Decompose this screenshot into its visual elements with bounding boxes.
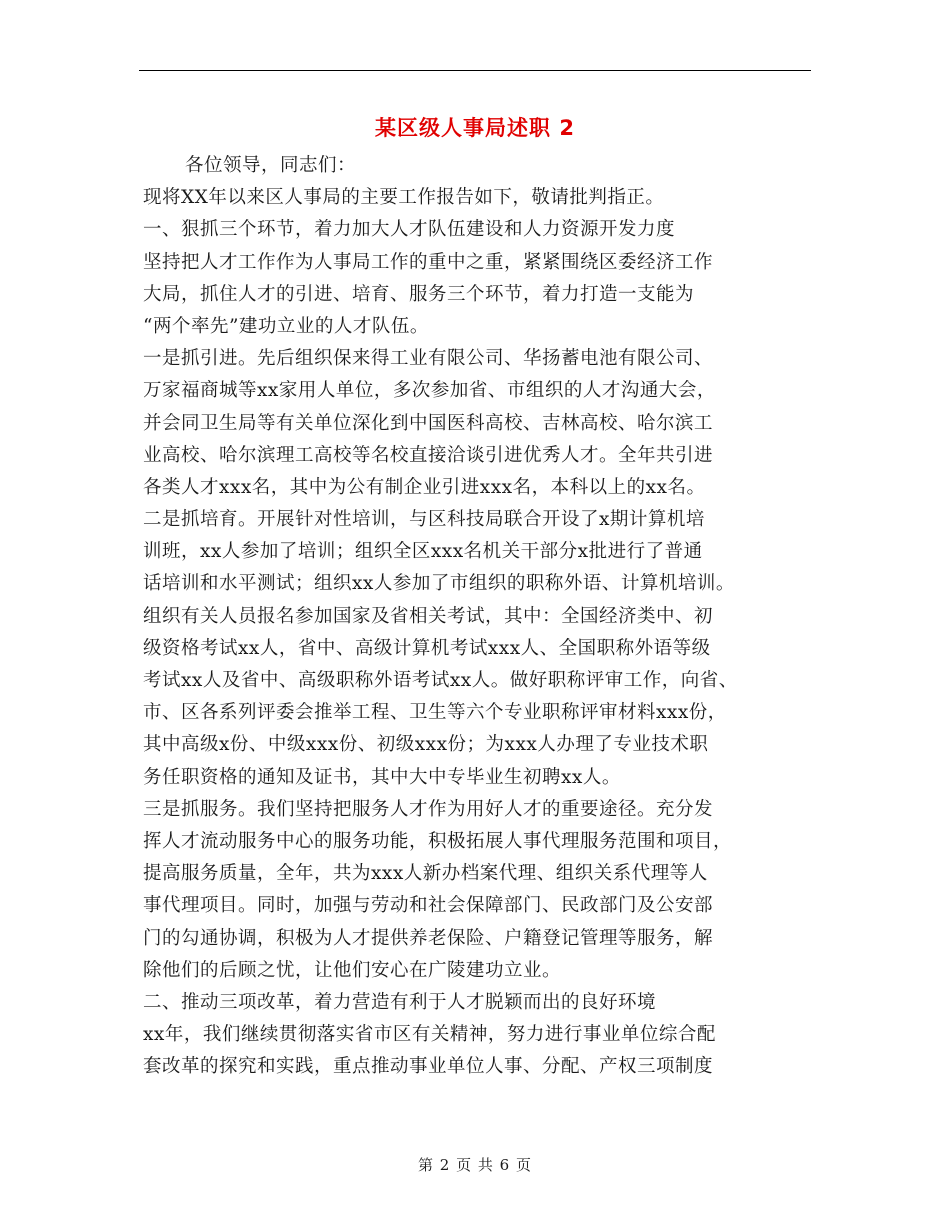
body-line: 二、推动三项改革，着力营造有利于人才脱颖而出的良好环境	[143, 991, 657, 1013]
document-body	[143, 150, 813, 1083]
body-line: 三是抓服务。我们坚持把服务人才作为用好人才的重要途径。充分发	[143, 798, 714, 820]
body-line: 业高校、哈尔滨理工高校等名校直接洽谈引进优秀人才。全年共引进	[143, 444, 714, 466]
body-line: 其中高级x份、中级xxx份、初级xxx份；为xxx人办理了专业技术职	[143, 734, 709, 756]
body-line: 考试xx人及省中、高级职称外语考试xx人。做好职称评审工作，向省、	[143, 670, 738, 691]
body-line: 万家福商城等xx家用人单位，多次参加省、市组织的人才沟通大会，	[143, 380, 716, 402]
body-line: 话培训和水平测试；组织xx人参加了市组织的职称外语、计算机培训。	[143, 573, 735, 595]
body-line: 事代理项目。同时，加强与劳动和社会保障部门、民政部门及公安部	[143, 895, 714, 917]
body-line: 一是抓引进。先后组织保来得工业有限公司、华扬蓄电池有限公司、	[143, 348, 714, 370]
body-line: 挥人才流动服务中心的服务功能，积极拓展人事代理服务范围和项目，	[143, 830, 733, 852]
body-line: 各位领导，同志们：	[185, 155, 357, 176]
body-line: 大局，抓住人才的引进、培育、服务三个环节，着力打造一支能为	[143, 283, 695, 305]
page-number-footer: 第 2 页 共 6 页	[418, 1156, 532, 1174]
body-line: 务任职资格的通知及证书，其中大中专毕业生初聘xx人。	[143, 766, 621, 788]
body-line: 提高服务质量，全年，共为xxx人新办档案代理、组织关系代理等人	[143, 863, 708, 885]
body-line: 训班，xx人参加了培训；组织全区xxx名机关干部分x批进行了普通	[143, 541, 703, 563]
body-line: 一、狠抓三个环节，着力加大人才队伍建设和人力资源开发力度	[143, 219, 676, 241]
body-line: 门的勾通协调，积极为人才提供养老保险、户籍登记管理等服务，解	[143, 927, 714, 949]
body-line: 市、区各系列评委会推举工程、卫生等六个专业职称评审材料xxx份，	[143, 702, 727, 724]
body-line: 并会同卫生局等有关单位深化到中国医科高校、吉林高校、哈尔滨工	[143, 412, 714, 434]
body-line: xx年，我们继续贯彻落实省市区有关精神，努力进行事业单位综合配	[143, 1024, 716, 1046]
body-line: 除他们的后顾之忧，让他们安心在广陵建功立业。	[143, 959, 562, 981]
document-title: 某区级人事局述职 2	[375, 116, 575, 140]
body-line: 二是抓培育。开展针对性培训，与区科技局联合开设了x期计算机培	[143, 509, 705, 531]
header-rule	[139, 70, 811, 71]
body-line: 级资格考试xx人，省中、高级计算机考试xxx人、全国职称外语等级	[143, 637, 711, 659]
body-line: 坚持把人才工作作为人事局工作的重中之重，紧紧围绕区委经济工作	[143, 251, 714, 273]
body-line: 套改革的探究和实践，重点推动事业单位人事、分配、产权三项制度	[143, 1056, 714, 1078]
body-line: “两个率先”建功立业的人才队伍。	[143, 315, 429, 337]
body-line: 现将XX年以来区人事局的主要工作报告如下，敬请批判指正。	[143, 187, 665, 209]
body-line: 组织有关人员报名参加国家及省相关考试，其中：全国经济类中、初	[143, 605, 714, 627]
body-line: 各类人才xxx名，其中为公有制企业引进xxx名，本科以上的xx名。	[143, 476, 706, 498]
